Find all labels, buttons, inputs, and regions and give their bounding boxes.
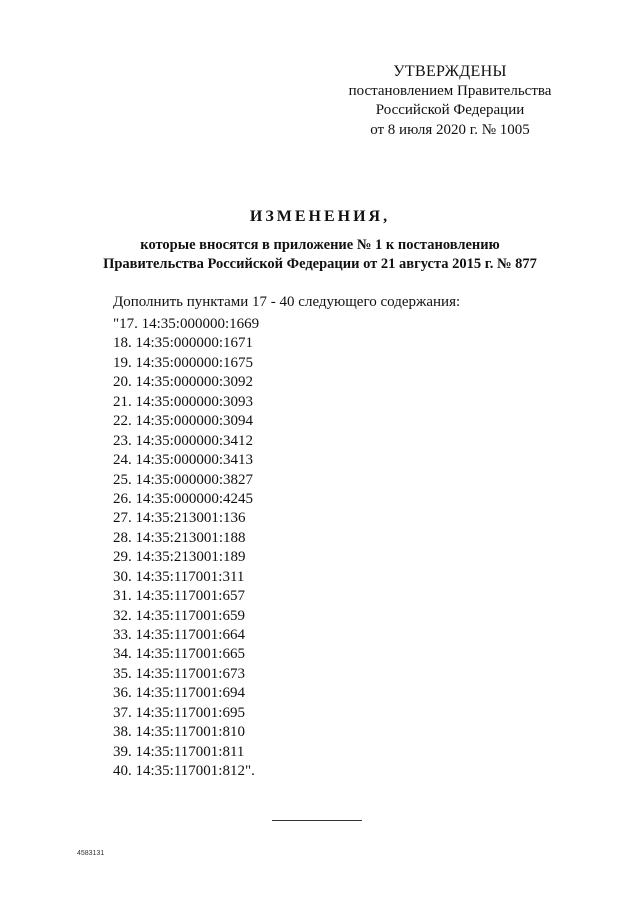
separator-line [272,820,362,821]
list-item: 31. 14:35:117001:657 [113,588,245,605]
cadastral-list [113,315,259,782]
list-item: 33. 14:35:117001:664 [113,627,245,643]
list-item: 27. 14:35:213001:136 [113,510,246,527]
list-item: 34. 14:35:117001:665 [113,646,245,663]
approval-block [340,62,560,140]
list-item: 35. 14:35:117001:673 [113,665,245,682]
list-item: 26. 14:35:000000:4245 [113,490,254,507]
list-item: 21. 14:35:000000:3093 [113,393,254,410]
list-item: 29. 14:35:213001:189 [113,549,246,566]
subtitle-line: Правительства Российской Федерации от 21 августа 2015 г. № 877 [103,256,537,272]
document-subtitle [60,236,580,274]
list-item: 25. 14:35:000000:3827 [113,471,254,488]
list-item: 37. 14:35:117001:695 [113,704,245,721]
approval-heading: УТВЕРЖДЕНЫ [393,63,507,80]
list-item: 36. 14:35:117001:694 [113,685,245,702]
approval-line: от 8 июля 2020 г. № 1005 [370,121,530,138]
list-item: 19. 14:35:000000:1675 [113,354,254,371]
subtitle-line: которые вносятся в приложение № 1 к постановлению [140,237,500,253]
footer-code: 4583131 [77,850,105,857]
list-item: "17. 14:35:000000:1669 [113,316,260,332]
list-item: 28. 14:35:213001:188 [113,529,246,546]
document-title: ИЗМЕНЕНИЯ, [249,208,391,225]
list-item: 40. 14:35:117001:812". [113,763,255,780]
list-item: 24. 14:35:000000:3413 [113,452,254,469]
list-item: 18. 14:35:000000:1671 [113,335,254,352]
list-item: 39. 14:35:117001:811 [113,743,245,760]
list-item: 22. 14:35:000000:3094 [113,413,254,430]
list-item: 23. 14:35:000000:3412 [113,432,254,449]
list-item: 32. 14:35:117001:659 [113,607,245,624]
approval-line: Российской Федерации [375,102,525,118]
list-item: 38. 14:35:117001:810 [113,724,245,741]
intro-text: Дополнить пунктами 17 - 40 следующего содержания: [113,294,461,310]
list-item: 20. 14:35:000000:3092 [113,374,254,391]
approval-line: постановлением Правительства [348,82,552,99]
list-item: 30. 14:35:117001:311 [113,568,245,585]
